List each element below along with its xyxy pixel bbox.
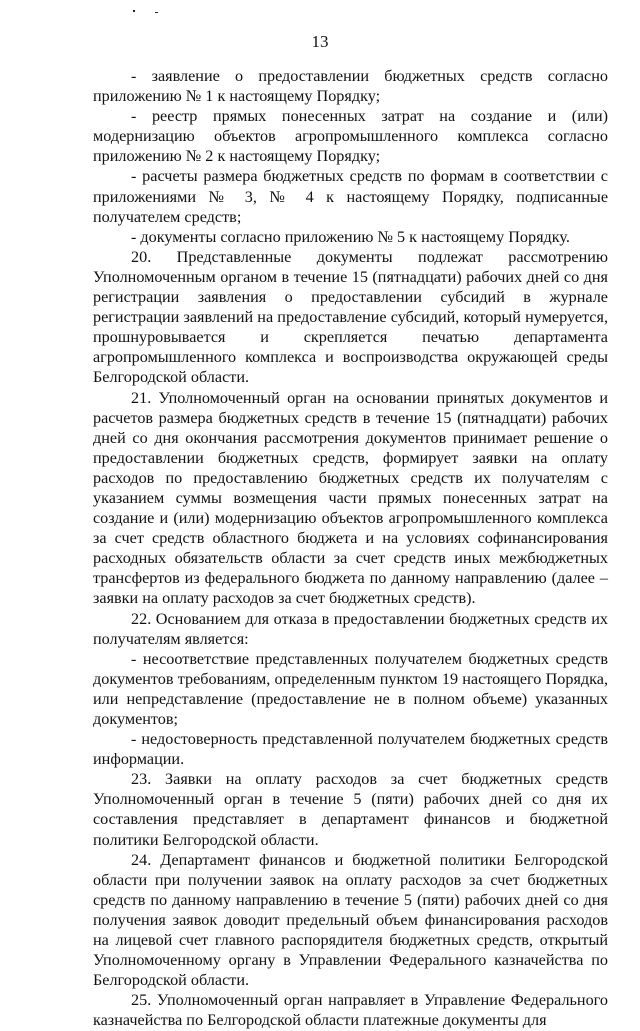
clause-23: 23. Заявки на оплату расходов за счет бюджетных средств Уполномоченный орган в течение 5 (пяти) рабочих дней со дня их составления представляет в департамент финансов и бюджетной политики Белгородской области. bbox=[93, 770, 608, 849]
scan-mark bbox=[155, 12, 158, 13]
clause-21: 21. Уполномоченный орган на основании принятых документов и расчетов размера бюджетных средств в течение 15 (пятнадцати) рабочих дней со дня окончания рассмотрения документов принимает решение о предоставлении бюджетных средств, формирует заявки на оплату расходов по предоставлению бюджетных средств их получателям с указанием суммы возмещения части прямых понесенных затрат на создание и (или) модернизацию объектов агропромышленного комплекса за счет средств областного бюджета и на условиях софинансирования расходных обязательств области за счет средств иных межбюджетных трансфертов из федерального бюджета по данному направлению (далее – заявки на оплату расходов за счет бюджетных средств). bbox=[93, 388, 608, 608]
scan-mark bbox=[133, 10, 135, 12]
clause-20: 20. Представленные документы подлежат рассмотрению Уполномоченным органом в течение 15 (пятнадцати) рабочих дней со дня регистрации заявления о предоставлении субсидий в журнале регистрации заявлений на предоставление субсидий, который нумеруется, прошнуровывается и скрепляется печатью департамента агропромышленного комплекса и воспроизводства окружающей среды Белгородской области. bbox=[93, 247, 608, 387]
list-item-calculations: - расчеты размера бюджетных средств по формам в соответствии с приложениями № 3, № 4 к настоящему Порядку, подписанные получателем средств; bbox=[93, 167, 608, 226]
clause-25: 25. Уполномоченный орган направляет в Управление Федерального казначейства по Белгородской области платежные документы для bbox=[93, 991, 608, 1030]
list-item-application: - заявление о предоставлении бюджетных средств согласно приложению № 1 к настоящему Порядку; bbox=[93, 67, 608, 106]
clause-22: 22. Основанием для отказа в предоставлении бюджетных средств их получателям является: bbox=[93, 609, 608, 648]
clause-24: 24. Департамент финансов и бюджетной политики Белгородской области при получении заявок на оплату расходов за счет бюджетных средств по данному направлению в течение 5 (пяти) рабочих дней со дня получения заявок доводит предельный объем финансирования расходов на лицевой счет главного распорядителя бюджетных средств, открытый Уполномоченному органу в Управлении Федерального казначейства по Белгородской области. bbox=[93, 850, 608, 990]
list-item-noncompliance: - несоответствие представленных получателем бюджетных средств документов требованиям, определенным пунктом 19 настоящего Порядка, или непредставление (предоставление не в полном объеме) указанных документов; bbox=[93, 649, 608, 728]
list-item-unreliability: - недостоверность представленной получателем бюджетных средств информации. bbox=[93, 730, 608, 769]
list-item-documents: - документы согласно приложению № 5 к настоящему Порядку. bbox=[131, 227, 570, 246]
list-item-cost-registry: - реестр прямых понесенных затрат на создание и (или) модернизацию объектов агропромышленного комплекса согласно приложению № 2 к настоящему Порядку; bbox=[93, 107, 608, 166]
page-number: 13 bbox=[311, 32, 329, 51]
document-body bbox=[93, 66, 608, 1031]
